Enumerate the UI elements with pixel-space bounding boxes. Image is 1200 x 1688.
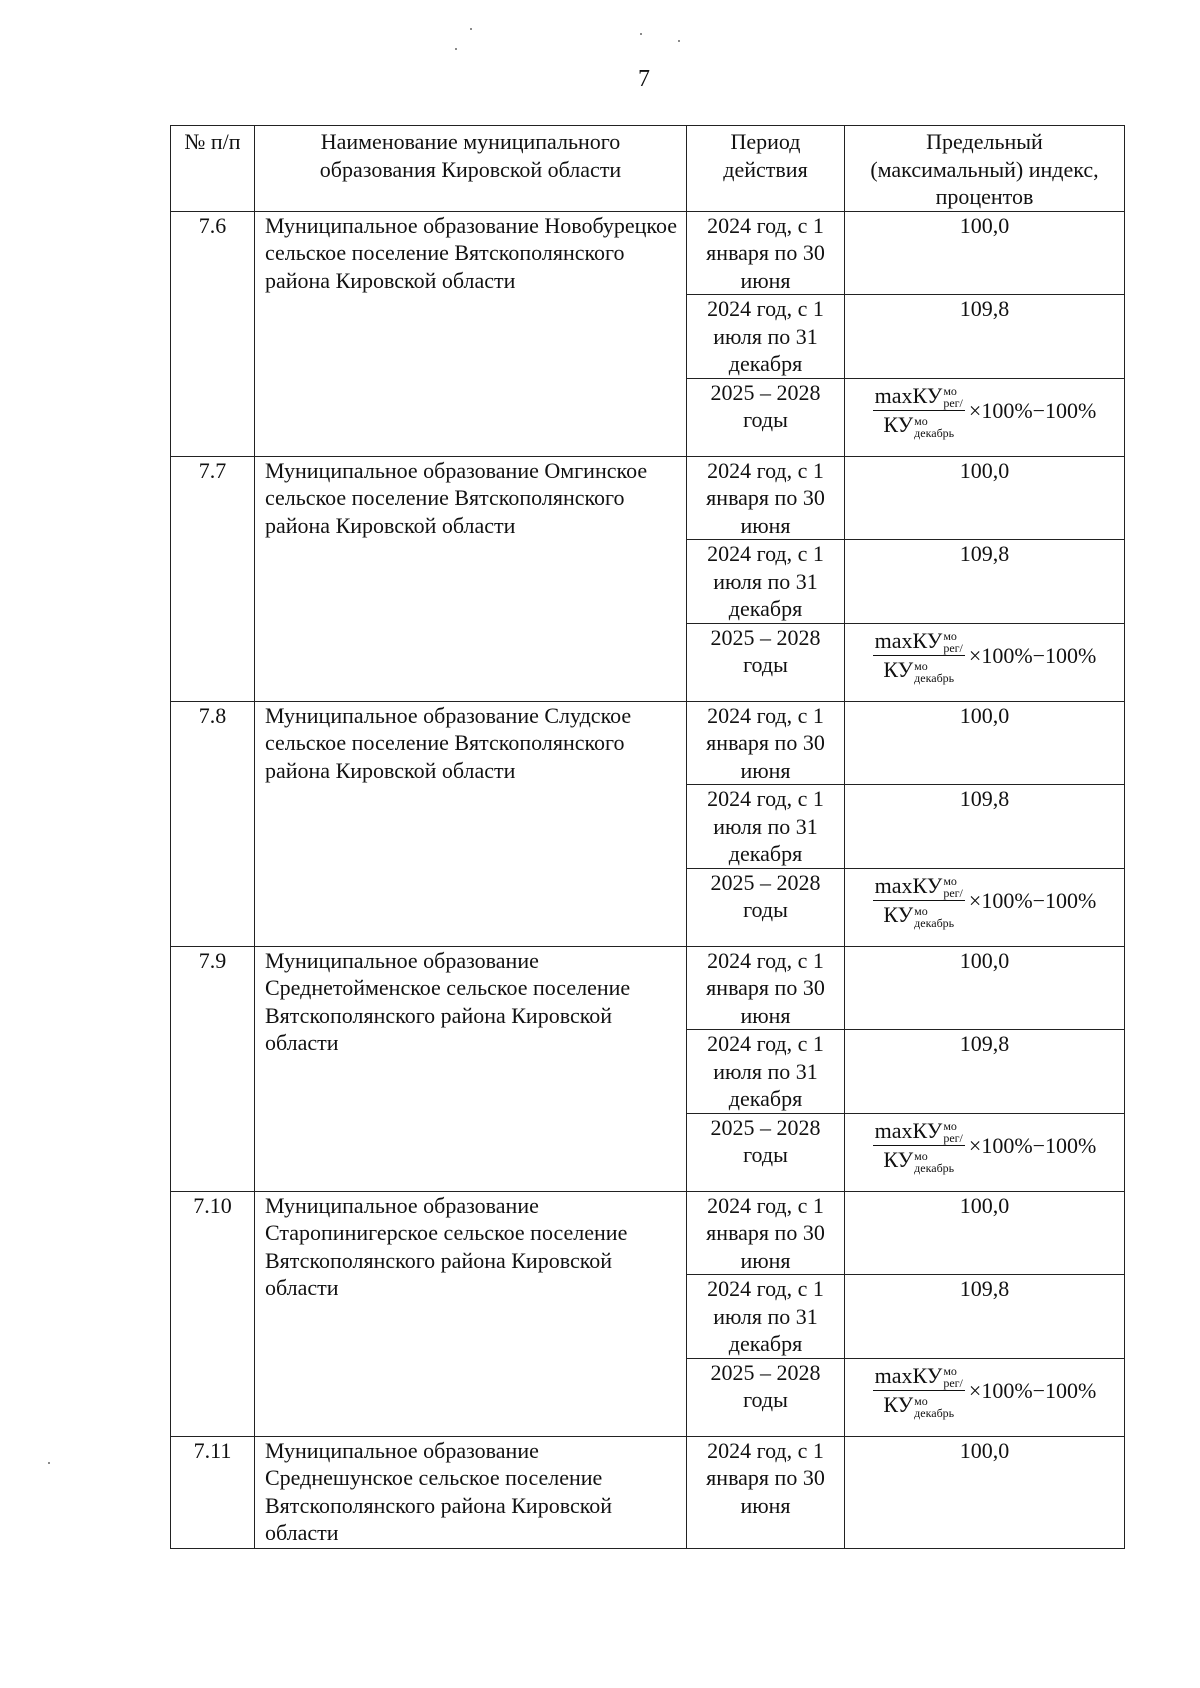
- formula-fraction: [873, 1363, 965, 1420]
- period-cell: 2024 год, с 1 июля по 31 декабря: [687, 1275, 845, 1359]
- formula-num-indices: [943, 1365, 963, 1389]
- formula-den-sub: декабрь: [914, 1406, 955, 1421]
- formula-num-indices: [943, 875, 963, 899]
- index-cell: 100,0: [845, 701, 1125, 785]
- row-number: 7.7: [171, 456, 255, 701]
- scan-speck: [48, 1462, 50, 1464]
- index-cell: [845, 1113, 1125, 1191]
- municipality-name-text: Муниципальное образование Омгинское сельское поселение Вятскополянского района Кировской области: [265, 457, 648, 538]
- formula-den-indices: [914, 1150, 954, 1174]
- formula-den-sub: декабрь: [914, 426, 955, 441]
- formula-denominator: [883, 411, 954, 439]
- scan-speck: [470, 28, 472, 30]
- formula-num-sup: мо: [943, 1119, 957, 1134]
- tariff-index-table: [170, 125, 1125, 1549]
- formula-den-indices: [914, 905, 954, 929]
- period-cell: 2024 год, с 1 января по 30 июня: [687, 456, 845, 540]
- formula-den-sup: мо: [914, 414, 928, 429]
- formula-den-main: КУ: [883, 1392, 914, 1418]
- period-cell: 2024 год, с 1 января по 30 июня: [687, 701, 845, 785]
- index-formula: [873, 1359, 1097, 1420]
- formula-fraction: [873, 628, 965, 685]
- formula-denominator: [883, 656, 954, 684]
- formula-num-sup: мо: [943, 629, 957, 644]
- municipality-name: [255, 456, 687, 701]
- formula-tail: ×100%−100%: [968, 397, 1097, 423]
- table-row: [171, 211, 1125, 295]
- formula-den-sup: мо: [914, 904, 928, 919]
- index-cell: 100,0: [845, 1191, 1125, 1275]
- formula-fraction: [873, 1118, 965, 1175]
- formula-num-main: maxКУ: [874, 872, 943, 898]
- period-cell: 2025 – 2028 годы: [687, 1358, 845, 1436]
- index-cell: 100,0: [845, 211, 1125, 295]
- formula-num-main: maxКУ: [874, 627, 943, 653]
- period-cell: 2025 – 2028 годы: [687, 623, 845, 701]
- municipality-name-text: Муниципальное образование Среднешунское сельское поселение Вятскополянского района Кировской области: [265, 1437, 613, 1545]
- formula-num-sub: рег/: [943, 396, 963, 411]
- municipality-name-text: Муниципальное образование Среднетойменское сельское поселение Вятскополянского района Кировской области: [265, 947, 631, 1055]
- row-number: 7.8: [171, 701, 255, 946]
- index-cell: [845, 623, 1125, 701]
- index-cell: 109,8: [845, 1275, 1125, 1359]
- formula-den-sup: мо: [914, 1149, 928, 1164]
- municipality-name: [255, 1191, 687, 1436]
- index-cell: [845, 1358, 1125, 1436]
- formula-tail: ×100%−100%: [968, 1132, 1097, 1158]
- index-cell: 109,8: [845, 785, 1125, 869]
- municipality-name: [255, 1436, 687, 1548]
- formula-numerator: [873, 873, 965, 902]
- period-cell: 2024 год, с 1 января по 30 июня: [687, 946, 845, 1030]
- scan-speck: [455, 48, 457, 50]
- table-row: [171, 456, 1125, 540]
- formula-num-main: maxКУ: [874, 382, 943, 408]
- period-cell: 2024 год, с 1 июля по 31 декабря: [687, 785, 845, 869]
- index-cell: 100,0: [845, 1436, 1125, 1548]
- row-number: 7.9: [171, 946, 255, 1191]
- municipality-name: [255, 211, 687, 456]
- formula-tail: ×100%−100%: [968, 887, 1097, 913]
- index-formula: [873, 379, 1097, 440]
- formula-num-sub: рег/: [943, 1131, 963, 1146]
- index-cell: 109,8: [845, 295, 1125, 379]
- formula-num-indices: [943, 1120, 963, 1144]
- formula-denominator: [883, 901, 954, 929]
- period-cell: 2024 год, с 1 января по 30 июня: [687, 1191, 845, 1275]
- index-cell: 100,0: [845, 946, 1125, 1030]
- page-number: 7: [638, 66, 650, 92]
- municipality-name-text: Муниципальное образование Новобурецкое сельское поселение Вятскополянского района Кировской области: [265, 212, 677, 293]
- formula-num-indices: [943, 385, 963, 409]
- period-cell: 2024 год, с 1 июля по 31 декабря: [687, 295, 845, 379]
- index-cell: [845, 378, 1125, 456]
- formula-fraction: [873, 873, 965, 930]
- scan-speck: [640, 33, 642, 35]
- header-name: Наименование муниципального образования Кировской области: [255, 126, 687, 212]
- formula-den-sub: декабрь: [914, 916, 955, 931]
- scan-speck: [678, 40, 680, 42]
- formula-denominator: [883, 1146, 954, 1174]
- period-cell: 2025 – 2028 годы: [687, 378, 845, 456]
- table-body: [171, 211, 1125, 1548]
- row-number: 7.6: [171, 211, 255, 456]
- formula-num-sub: рег/: [943, 641, 963, 656]
- formula-denominator: [883, 1391, 954, 1419]
- index-cell: 100,0: [845, 456, 1125, 540]
- formula-tail: ×100%−100%: [968, 642, 1097, 668]
- index-formula: [873, 624, 1097, 685]
- formula-numerator: [873, 1363, 965, 1392]
- index-cell: 109,8: [845, 1030, 1125, 1114]
- formula-num-sub: рег/: [943, 886, 963, 901]
- formula-numerator: [873, 1118, 965, 1147]
- formula-den-main: КУ: [883, 1147, 914, 1173]
- formula-den-main: КУ: [883, 902, 914, 928]
- header-num: № п/п: [171, 126, 255, 212]
- municipality-name-text: Муниципальное образование Слудское сельское поселение Вятскополянского района Кировской области: [265, 702, 632, 783]
- index-formula: [873, 869, 1097, 930]
- municipality-name: [255, 946, 687, 1191]
- index-cell: 109,8: [845, 540, 1125, 624]
- formula-num-sup: мо: [943, 1364, 957, 1379]
- formula-num-sup: мо: [943, 384, 957, 399]
- formula-num-main: maxКУ: [874, 1362, 943, 1388]
- header-index: Предельный (максимальный) индекс, процентов: [845, 126, 1125, 212]
- formula-den-indices: [914, 660, 954, 684]
- table-row: [171, 1191, 1125, 1275]
- formula-den-indices: [914, 415, 954, 439]
- period-cell: 2024 год, с 1 января по 30 июня: [687, 211, 845, 295]
- formula-den-sup: мо: [914, 1394, 928, 1409]
- formula-num-main: maxКУ: [874, 1117, 943, 1143]
- table-header-row: [171, 126, 1125, 212]
- row-number: 7.11: [171, 1436, 255, 1548]
- formula-fraction: [873, 383, 965, 440]
- formula-num-sup: мо: [943, 874, 957, 889]
- table-row: [171, 1436, 1125, 1548]
- table-row: [171, 946, 1125, 1030]
- formula-den-main: КУ: [883, 412, 914, 438]
- formula-num-indices: [943, 630, 963, 654]
- formula-den-indices: [914, 1395, 954, 1419]
- municipality-name: [255, 701, 687, 946]
- period-cell: 2024 год, с 1 июля по 31 декабря: [687, 540, 845, 624]
- period-cell: 2024 год, с 1 июля по 31 декабря: [687, 1030, 845, 1114]
- formula-den-sub: декабрь: [914, 1161, 955, 1176]
- index-cell: [845, 868, 1125, 946]
- header-period: Период действия: [687, 126, 845, 212]
- period-cell: 2025 – 2028 годы: [687, 1113, 845, 1191]
- formula-den-main: КУ: [883, 657, 914, 683]
- formula-numerator: [873, 628, 965, 657]
- row-number: 7.10: [171, 1191, 255, 1436]
- period-cell: 2024 год, с 1 января по 30 июня: [687, 1436, 845, 1548]
- period-cell: 2025 – 2028 годы: [687, 868, 845, 946]
- formula-den-sup: мо: [914, 659, 928, 674]
- index-formula: [873, 1114, 1097, 1175]
- formula-tail: ×100%−100%: [968, 1377, 1097, 1403]
- municipality-name-text: Муниципальное образование Старопинигерское сельское поселение Вятскополянского района Кировской области: [265, 1192, 628, 1300]
- formula-num-sub: рег/: [943, 1376, 963, 1391]
- table-row: [171, 701, 1125, 785]
- formula-den-sub: декабрь: [914, 671, 955, 686]
- formula-numerator: [873, 383, 965, 412]
